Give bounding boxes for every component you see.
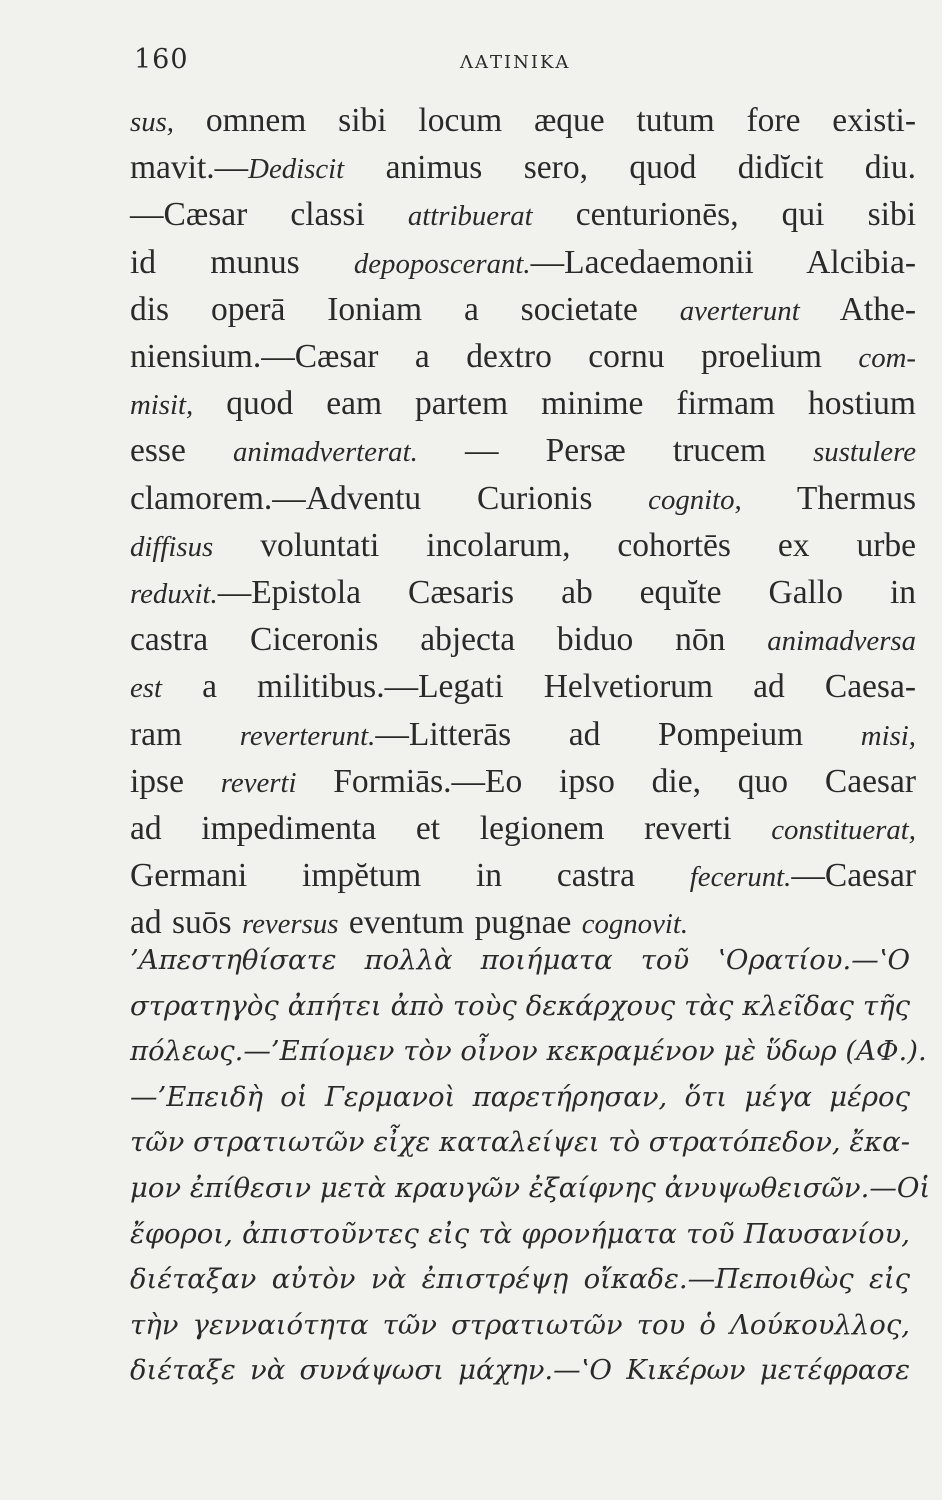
greek-line-9: τὴν γενναιότητα τῶν στρατιωτῶν του ὁ Λούκουλλος, [130, 1308, 910, 1341]
latin-line-2: mavit.—Dediscit animus sero, quod didĭcit diu. [130, 149, 916, 187]
greek-line-8: διέταξαν αὐτὸν νὰ ἐπιστρέψῃ οἴκαδε.—Πεποιθὼς εἰς [130, 1263, 910, 1296]
page-header [130, 44, 902, 84]
latin-line-6: niensium.—Cæsar a dextro cornu proelium com- [130, 338, 916, 376]
greek-line-2: στρατηγὸς ἀπήτει ἀπὸ τοὺς δεκάρχους τὰς κλεῖδας τῆς [130, 989, 910, 1022]
greek-sentences [130, 938, 931, 1394]
greek-line-5: τῶν στρατιωτῶν εἶχε καταλείψει τὸ στρατόπεδον, ἔκα- [130, 1126, 911, 1159]
latin-line-11: reduxit.—Epistola Cæsaris ab equĭte Gallo in [130, 574, 916, 612]
latin-sentences [130, 98, 916, 948]
latin-line-8: esse animadverterat. — Persæ trucem sustulere [130, 432, 917, 470]
latin-line-16: ad impedimenta et legionem reverti constituerat, [130, 810, 916, 848]
latin-line-10: diffisus voluntati incolarum, cohortēs ex urbe [130, 526, 916, 564]
latin-line-15: ipse reverti Formiās.—Eo ipso die, quo Caesar [130, 762, 916, 800]
latin-line-12: castra Ciceronis abjecta biduo nōn animadversa [130, 621, 916, 659]
running-head: ΛΑΤΙΝΙΚΑ [460, 52, 571, 73]
latin-line-7: misit, quod eam partem minime firmam hostium [130, 385, 916, 423]
greek-line-1: ’Απεστηθίσατε πολλὰ ποιήματα τοῦ ʽΟρατίου.—ʽΟ [130, 944, 910, 976]
page-number: 160 [134, 44, 189, 75]
latin-line-13: est a militibus.—Legati Helvetiorum ad Caesa- [130, 668, 916, 706]
greek-line-4: —’Επειδὴ οἱ Γερμανοὶ παρετήρησαν, ὅτι μέγα μέρος [130, 1080, 910, 1113]
latin-line-3: —Cæsar classi attribuerat centurionēs, qui sibi [130, 196, 916, 234]
latin-line-17: Germani impĕtum in castra fecerunt.—Caesar [130, 857, 916, 895]
latin-line-18: ad suōs reversus eventum pugnae cognovit. [130, 904, 689, 942]
latin-line-9: clamorem.—Adventu Curionis cognito, Thermus [130, 479, 916, 517]
greek-line-7: ἔφοροι, ἀπιστοῦντες εἰς τὰ φρονήματα τοῦ Παυσανίου, [130, 1217, 910, 1250]
greek-line-6: μον ἐπίθεσιν μετὰ κραυγῶν ἐξαίφνης ἀνυψωθεισῶν.—Οἱ [130, 1171, 931, 1204]
greek-line-3: πόλεως.—’Επίομεν τὸν οἶνον κεκραμένον μὲ ὕδωρ (ΑΦ.). [130, 1035, 927, 1068]
latin-line-14: ram reverterunt.—Litterās ad Pompeium misi, [130, 715, 916, 753]
greek-line-10: διέταξε νὰ συνάψωσι μάχην.—ʽΟ Κικέρων μετέφρασε [130, 1354, 910, 1387]
latin-line-1: sus, omnem sibi locum æque tutum fore existi- [130, 102, 916, 139]
latin-line-4: id munus depoposcerant.—Lacedaemonii Alcibia- [130, 243, 916, 281]
latin-line-5: dis operā Ioniam a societate averterunt Athe- [130, 290, 916, 328]
